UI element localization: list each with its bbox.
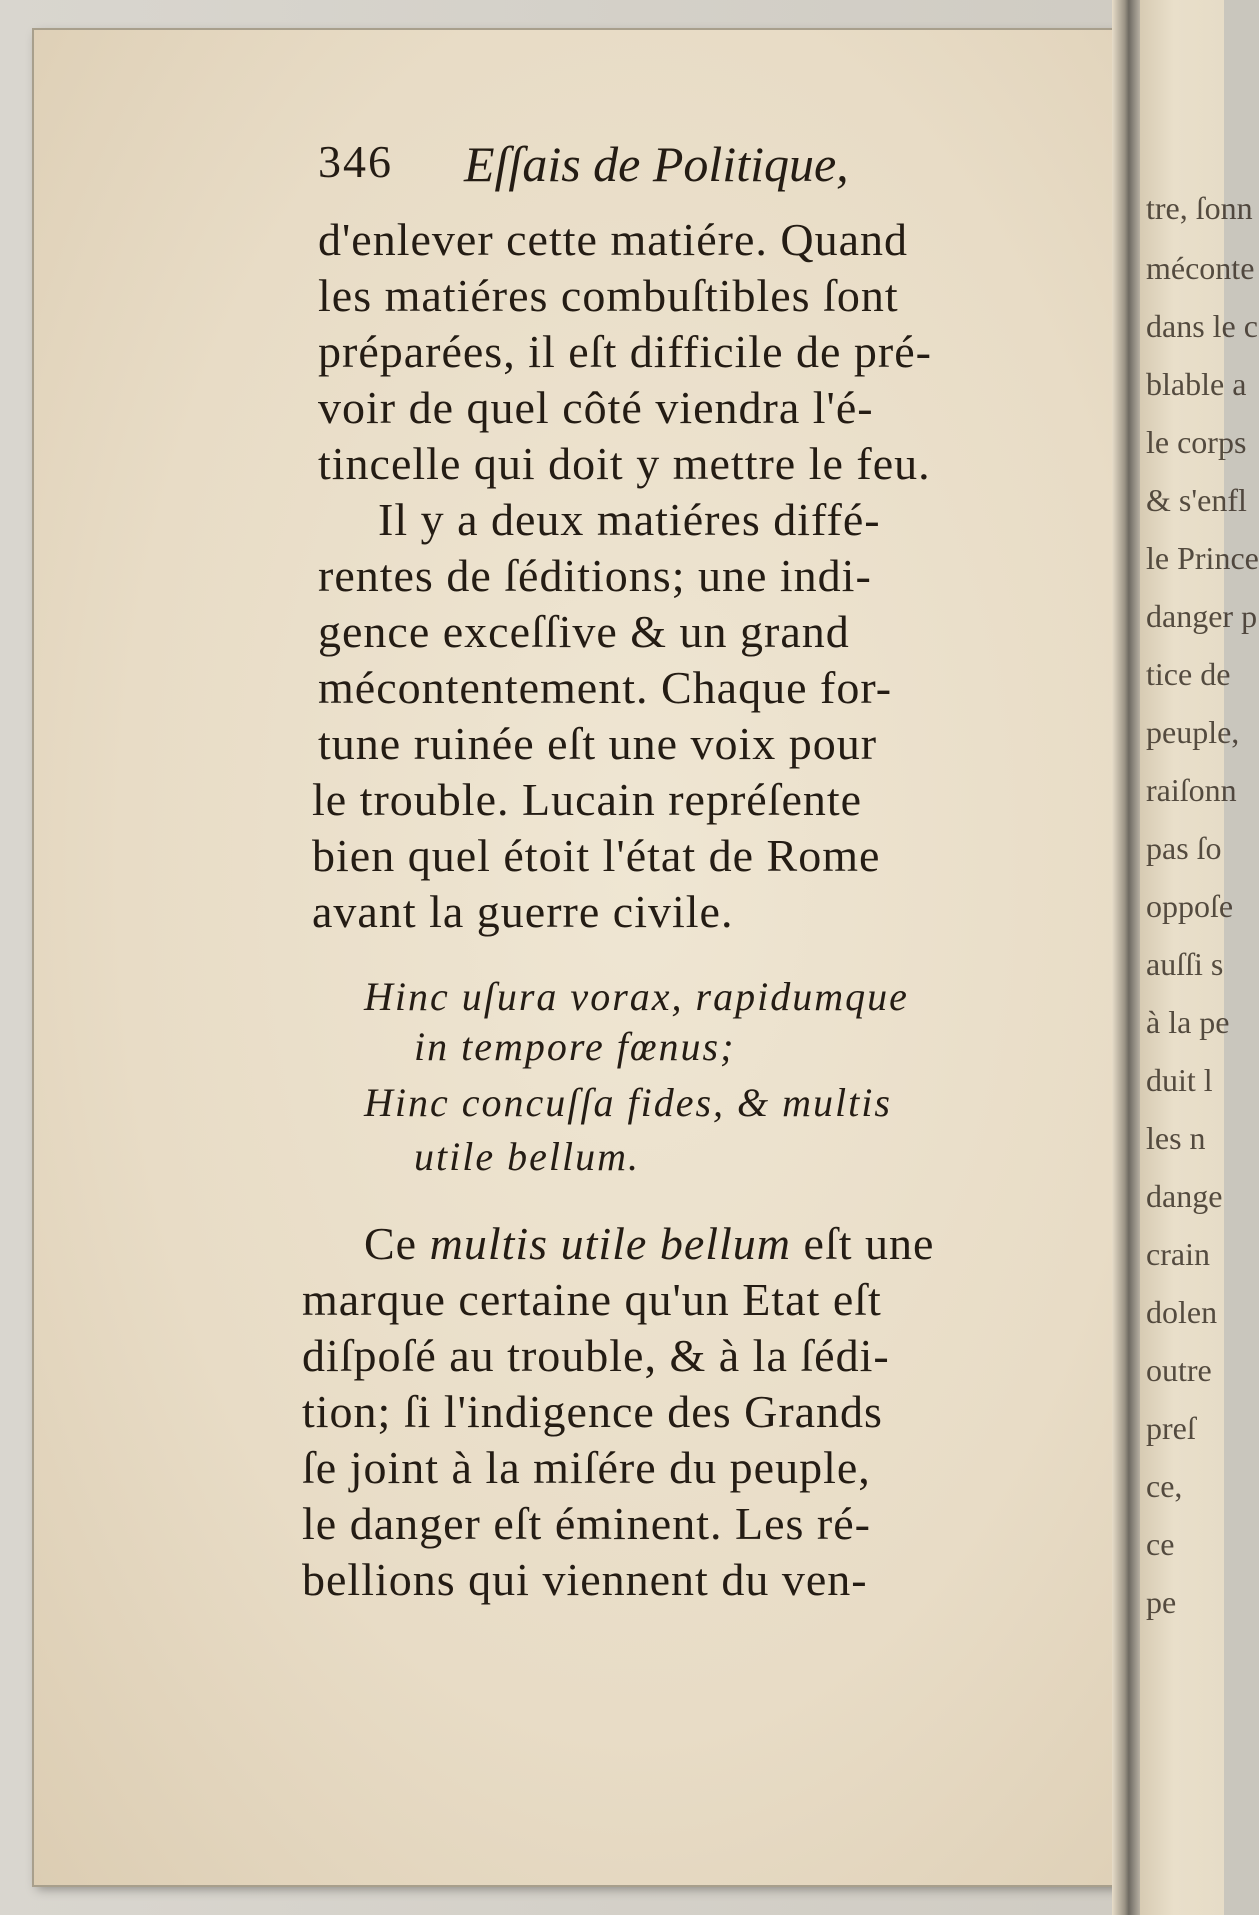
text-line: préparées, il eſt difficile de pré- (318, 326, 932, 377)
quoted-phrase: multis utile bellum (429, 1218, 792, 1269)
text-line: rentes de ſéditions; une indi- (318, 550, 872, 601)
text-line: tincelle qui doit y mettre le feu. (318, 438, 931, 489)
facing-page-fragment: outre (1146, 1352, 1212, 1388)
closing-first-word: Ce (364, 1218, 418, 1269)
text-line: tune ruinée eſt une voix pour (318, 718, 878, 769)
facing-page-fragment: oppoſe (1146, 888, 1234, 924)
facing-page (1140, 0, 1259, 1915)
text-line: diſpoſé au trouble, & à la ſédi- (302, 1330, 890, 1381)
facing-page-fragment: raiſonn (1146, 772, 1237, 808)
facing-page-fragment: ce (1146, 1526, 1175, 1562)
text-line: bellions qui viennent du ven- (302, 1554, 868, 1605)
facing-page-fragment: méconte (1146, 250, 1255, 286)
facing-page-fragment: crain (1146, 1236, 1210, 1272)
verse-line: Hinc concuſſa fides, & multis (364, 1080, 892, 1125)
text-line: gence exceſſive & un grand (318, 606, 850, 657)
verse-line: Hinc uſura vorax, rapidumque (364, 974, 909, 1019)
facing-page-fragment: dolen (1146, 1294, 1218, 1330)
facing-page-fragment: tice de (1146, 656, 1231, 692)
text-line (364, 1217, 934, 1270)
facing-page-fragment: preſ (1146, 1410, 1196, 1446)
running-header (318, 135, 908, 193)
facing-page-fragment: le Prince (1146, 540, 1259, 576)
facing-page-fragment: à la pe (1146, 1004, 1230, 1040)
verse-line: in tempore fœnus; (414, 1024, 736, 1069)
page-number: 346 (318, 136, 393, 187)
facing-page-fragment: danger p (1146, 598, 1258, 634)
running-title: Eſſais de Politique, (464, 136, 849, 192)
text-line: d'enlever cette matiére. Quand (318, 214, 908, 265)
facing-page-fragment: pe (1146, 1584, 1177, 1620)
text-line: avant la guerre civile. (312, 886, 734, 937)
text-line: Il y a deux matiéres diffé- (378, 494, 881, 545)
text-line: le danger eſt éminent. Les ré- (302, 1498, 871, 1549)
facing-page-fragment: dange (1146, 1178, 1223, 1214)
facing-page-fragment: tre, ſonn (1146, 190, 1253, 226)
text-line: le trouble. Lucain repréſente (312, 774, 863, 825)
verse-line: utile bellum. (414, 1134, 640, 1179)
book-gutter (1112, 0, 1140, 1915)
text-line: les matiéres combuſtibles ſont (318, 270, 899, 321)
facing-page-fragment: blable a (1146, 366, 1247, 402)
text-line: ſe joint à la miſére du peuple, (302, 1442, 871, 1493)
facing-page-fragment: duit l (1146, 1062, 1213, 1098)
text-line: mécontentement. Chaque for- (318, 662, 893, 713)
text-line: tion; ſi l'indigence des Grands (302, 1386, 883, 1437)
text-line: marque certaine qu'un Etat eſt (302, 1274, 882, 1325)
facing-page-fragment: ce, (1146, 1468, 1183, 1504)
facing-page-fragment: peuple, (1146, 714, 1240, 750)
text-line: voir de quel côté viendra l'é- (318, 382, 874, 433)
facing-page-fragment: dans le c (1146, 308, 1258, 344)
facing-page-fragment: les n (1146, 1120, 1206, 1156)
facing-page-fragment: auſſi s (1146, 946, 1224, 982)
facing-page-fragment: le corps (1146, 424, 1247, 460)
facing-page-fragment: pas ſo (1146, 830, 1222, 866)
facing-page-fragment: & s'enfl (1146, 482, 1247, 518)
text-line: bien quel étoit l'état de Rome (312, 830, 881, 881)
closing-first-line-rest: eſt une (803, 1218, 935, 1269)
